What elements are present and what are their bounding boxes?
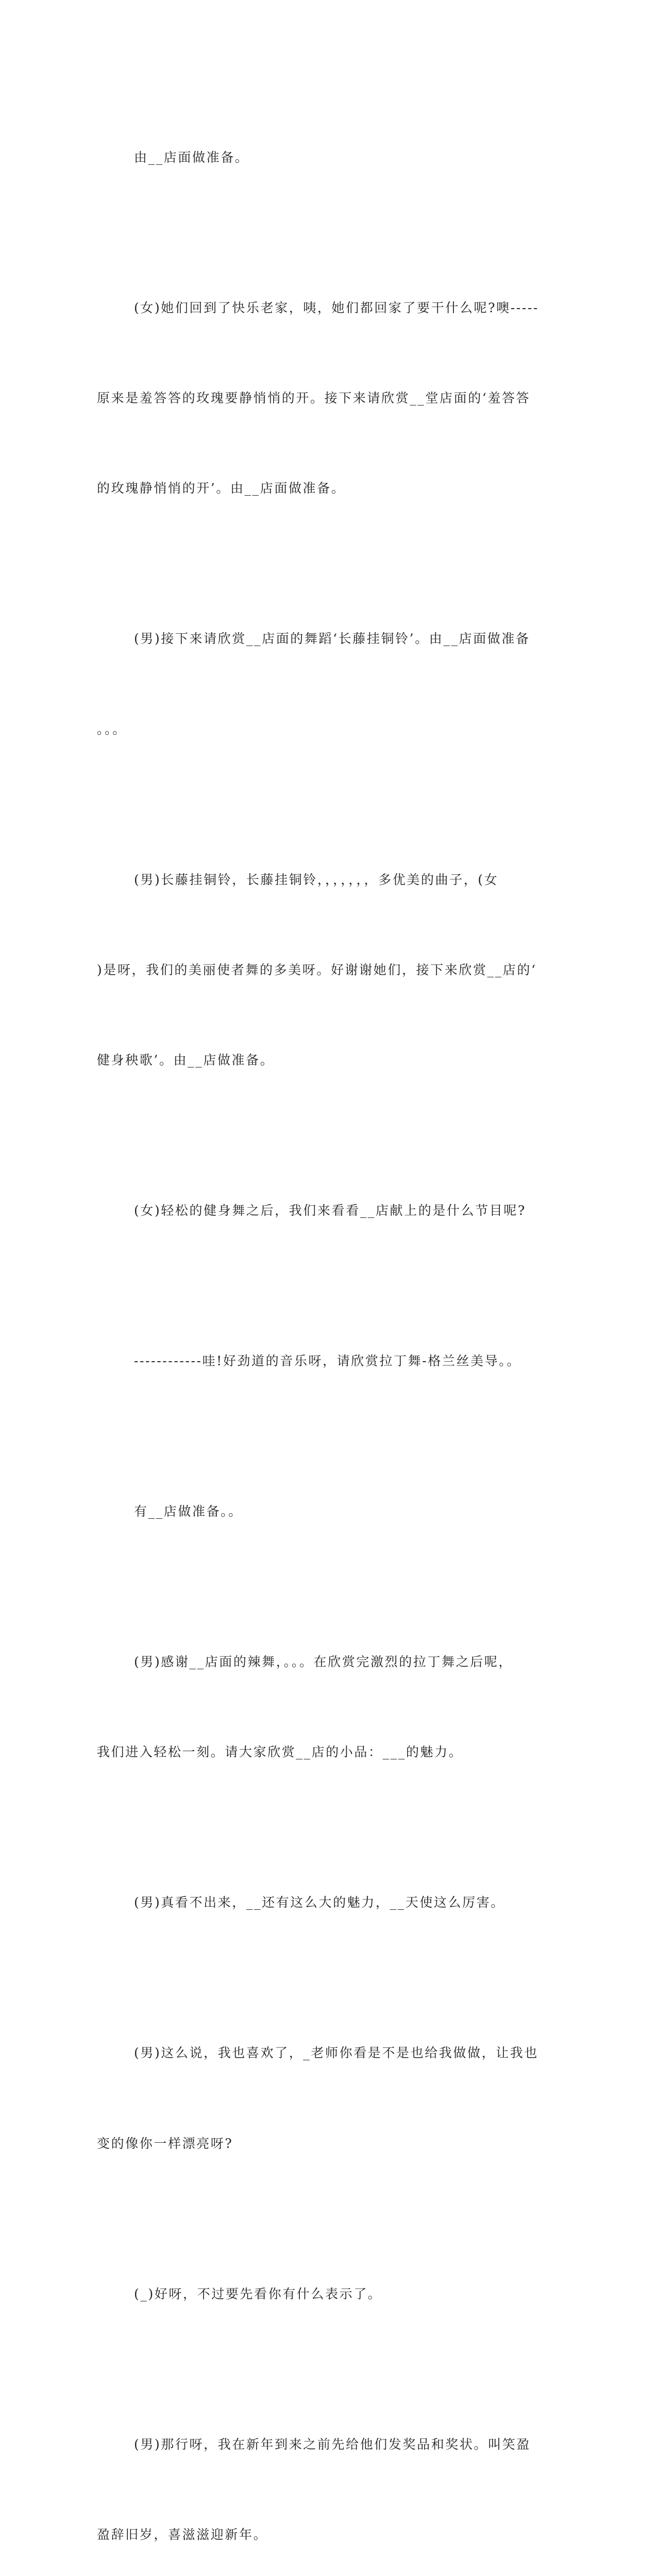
paragraph-10 — [97, 1978, 538, 2219]
paragraph-2 — [97, 233, 538, 564]
text-line: 由__店面做准备。 — [134, 149, 249, 165]
text-line: 盈辞旧岁，喜滋滋迎新年。 — [97, 2527, 268, 2542]
text-line: 的玫瑰静悄悄的开’。由__店面做准备。 — [97, 481, 346, 496]
text-line: (男)那行呀，我在新年到来之前先给他们发奖品和奖状。叫笑盈 — [134, 2436, 531, 2452]
text-line: (男)接下来请欣赏__店面的舞蹈‘长藤挂铜铃’。由__店面做准备 — [134, 631, 530, 647]
text-line: (男)感谢__店面的辣舞，。。。在欣赏完激烈的拉丁舞之后呢， — [134, 1654, 513, 1670]
text-line: 有__店做准备。。 — [134, 1504, 243, 1519]
text-line: (男)长藤挂铜铃，长藤挂铜铃，，，，，，，多优美的曲子，(女 — [134, 872, 499, 887]
paragraph-7 — [97, 1436, 538, 1587]
text-line: (女)轻松的健身舞之后，我们来看看__店献上的是什么节目呢? — [134, 1203, 526, 1218]
paragraph-3 — [97, 564, 538, 805]
paragraph-6 — [97, 1286, 538, 1436]
text-line: (女)她们回到了快乐老家，咦，她们都回家了要干什么呢?噢----- — [134, 300, 539, 315]
paragraph-5 — [97, 1136, 538, 1286]
text-line: 我们进入轻松一刻。请大家欣赏__店的小品：___的魅力。 — [97, 1744, 463, 1760]
paragraph-12 — [97, 2369, 538, 2576]
text-line: 。。。 — [97, 721, 127, 737]
paragraph-9 — [97, 1828, 538, 1978]
paragraph-1 — [97, 82, 538, 233]
text-line: (_)好呀，不过要先看你有什么表示了。 — [134, 2286, 382, 2301]
text-line: (男)这么说，我也喜欢了，_老师你看是不是也给我做做，让我也 — [134, 2045, 539, 2061]
text-line: ------------哇!好劲道的音乐呀，请欣赏拉丁舞-格兰丝美导。。 — [134, 1353, 521, 1369]
paragraph-8 — [97, 1587, 538, 1827]
paragraph-4 — [97, 805, 538, 1136]
text-line: )是呀，我们的美丽使者舞的多美呀。好谢谢她们，接下来欣赏__店的‘ — [97, 962, 537, 977]
text-line: 原来是羞答答的玫瑰要静悄悄的开。接下来请欣赏__堂店面的‘羞答答 — [97, 391, 531, 406]
paragraph-11 — [97, 2219, 538, 2369]
text-line: 健身秧歌’。由__店做准备。 — [97, 1053, 275, 1067]
body-text — [97, 82, 538, 2576]
text-line: 变的像你一样漂亮呀? — [97, 2136, 233, 2151]
text-line: (男)真看不出来，__还有这么大的魅力，__天使这么厉害。 — [134, 1895, 505, 1910]
